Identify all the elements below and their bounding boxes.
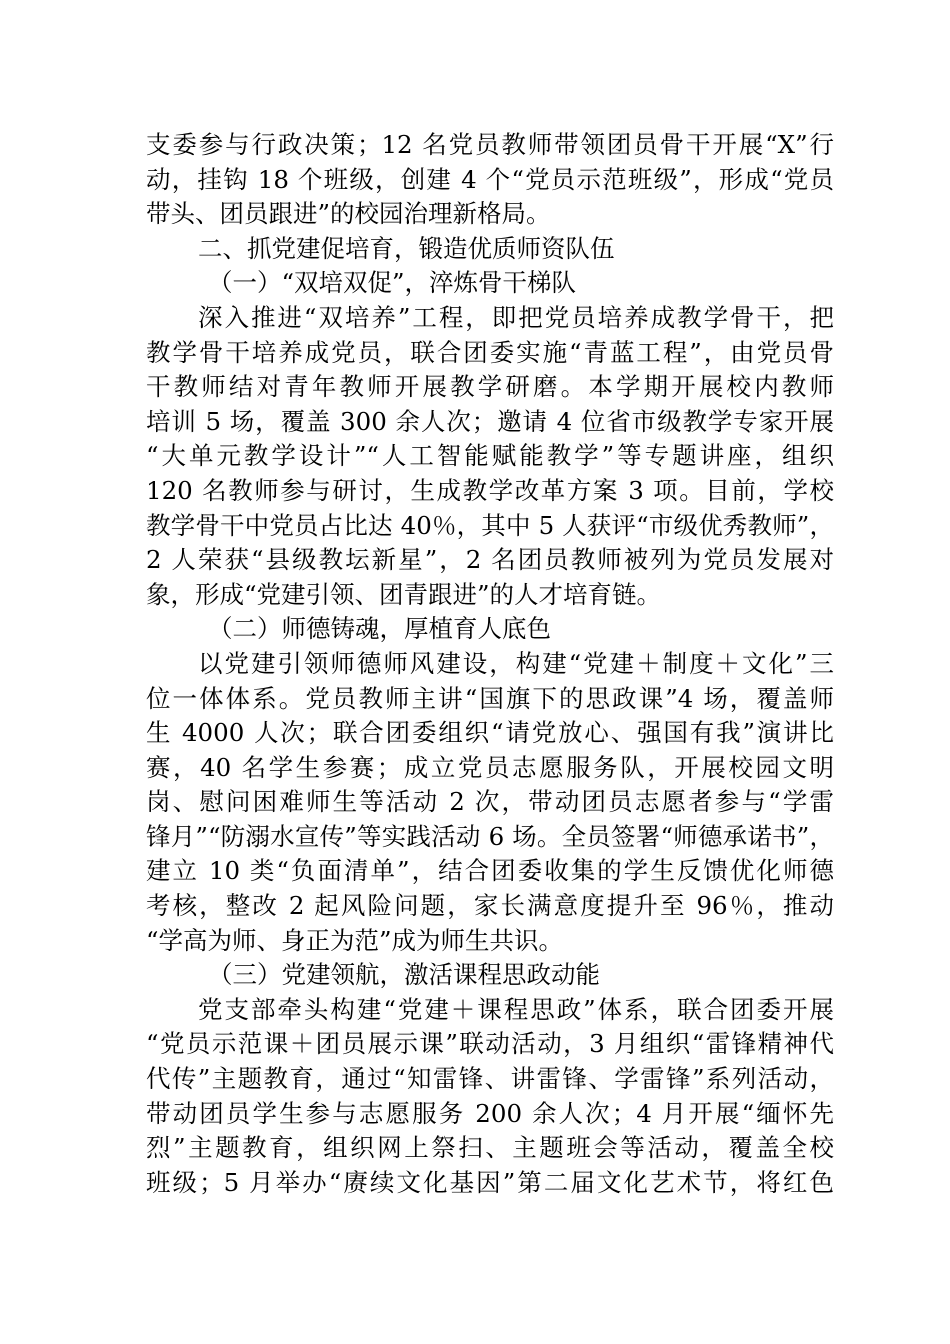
paragraph-line: 120 名教师参与研讨，生成教学改革方案 3 项。目前，学校: [146, 475, 834, 505]
paragraph-line: 锋月”“防溺水宣传”等实践活动 6 场。全员签署“师德承诺书”，: [146, 821, 834, 851]
paragraph-line: 生 4000 人次；联合团委组织“请党放心、强国有我”演讲比: [146, 718, 834, 748]
section-heading: （三）党建领航，激活课程思政动能: [208, 960, 600, 990]
section-heading: （二）师德铸魂，厚植育人底色: [208, 614, 551, 644]
paragraph-line: 带头、团员跟进”的校园治理新格局。: [146, 199, 551, 229]
paragraph-line: 代传”主题教育，通过“知雷锋、讲雷锋、学雷锋”系列活动，: [146, 1064, 834, 1094]
paragraph-line: 班级；5 月举办“赓续文化基因”第二届文化艺术节，将红色: [146, 1167, 834, 1197]
paragraph-line: 党支部牵头构建“党建＋课程思政”体系，联合团委开展: [198, 994, 834, 1024]
paragraph-line: 教学骨干培养成党员，联合团委实施“青蓝工程”，由党员骨: [146, 337, 834, 367]
paragraph-line: “大单元教学设计”“人工智能赋能教学”等专题讲座，组织: [146, 441, 834, 471]
paragraph-line: 烈”主题教育，组织网上祭扫、主题班会等活动，覆盖全校: [146, 1133, 834, 1163]
paragraph-line: 位一体体系。党员教师主讲“国旗下的思政课”4 场，覆盖师: [146, 683, 834, 713]
paragraph-line: 岗、慰问困难师生等活动 2 次，带动团员志愿者参与“学雷: [146, 787, 834, 817]
document-body: [146, 128, 834, 1200]
paragraph-line: 考核，整改 2 起风险问题，家长满意度提升至 96％，推动: [146, 891, 834, 921]
paragraph-line: 干教师结对青年教师开展教学研磨。本学期开展校内教师: [146, 372, 834, 402]
paragraph-line: 建立 10 类“负面清单”，结合团委收集的学生反馈优化师德: [146, 856, 834, 886]
paragraph-line: 培训 5 场，覆盖 300 余人次；邀请 4 位省市级教学专家开展: [146, 406, 834, 436]
paragraph-line: 以党建引领师德师风建设，构建“党建＋制度＋文化”三: [198, 648, 834, 678]
section-heading: 二、抓党建促培育，锻造优质师资队伍: [198, 233, 615, 263]
paragraph-line: 动，挂钩 18 个班级，创建 4 个“党员示范班级”，形成“党员: [146, 164, 834, 194]
paragraph-line: 教学骨干中党员占比达 40％，其中 5 人获评“市级优秀教师”，: [146, 510, 834, 540]
paragraph-line: 深入推进“双培养”工程，即把党员培养成教学骨干，把: [198, 302, 834, 332]
paragraph-line: 带动团员学生参与志愿服务 200 余人次；4 月开展“缅怀先: [146, 1098, 834, 1128]
section-heading: （一）“双培双促”，淬炼骨干梯队: [208, 268, 577, 298]
paragraph-line: 支委参与行政决策；12 名党员教师带领团员骨干开展“X”行: [146, 130, 834, 159]
paragraph-line: 象，形成“党建引领、团青跟进”的人才培育链。: [146, 579, 662, 609]
paragraph-line: 赛，40 名学生参赛；成立党员志愿服务队，开展校园文明: [146, 752, 834, 782]
paragraph-line: 2 人荣获“县级教坛新星”，2 名团员教师被列为党员发展对: [146, 545, 834, 575]
paragraph-line: “党员示范课＋团员展示课”联动活动，3 月组织“雷锋精神代: [146, 1029, 834, 1059]
paragraph-line: “学高为师、身正为范”成为师生共识。: [146, 925, 564, 955]
